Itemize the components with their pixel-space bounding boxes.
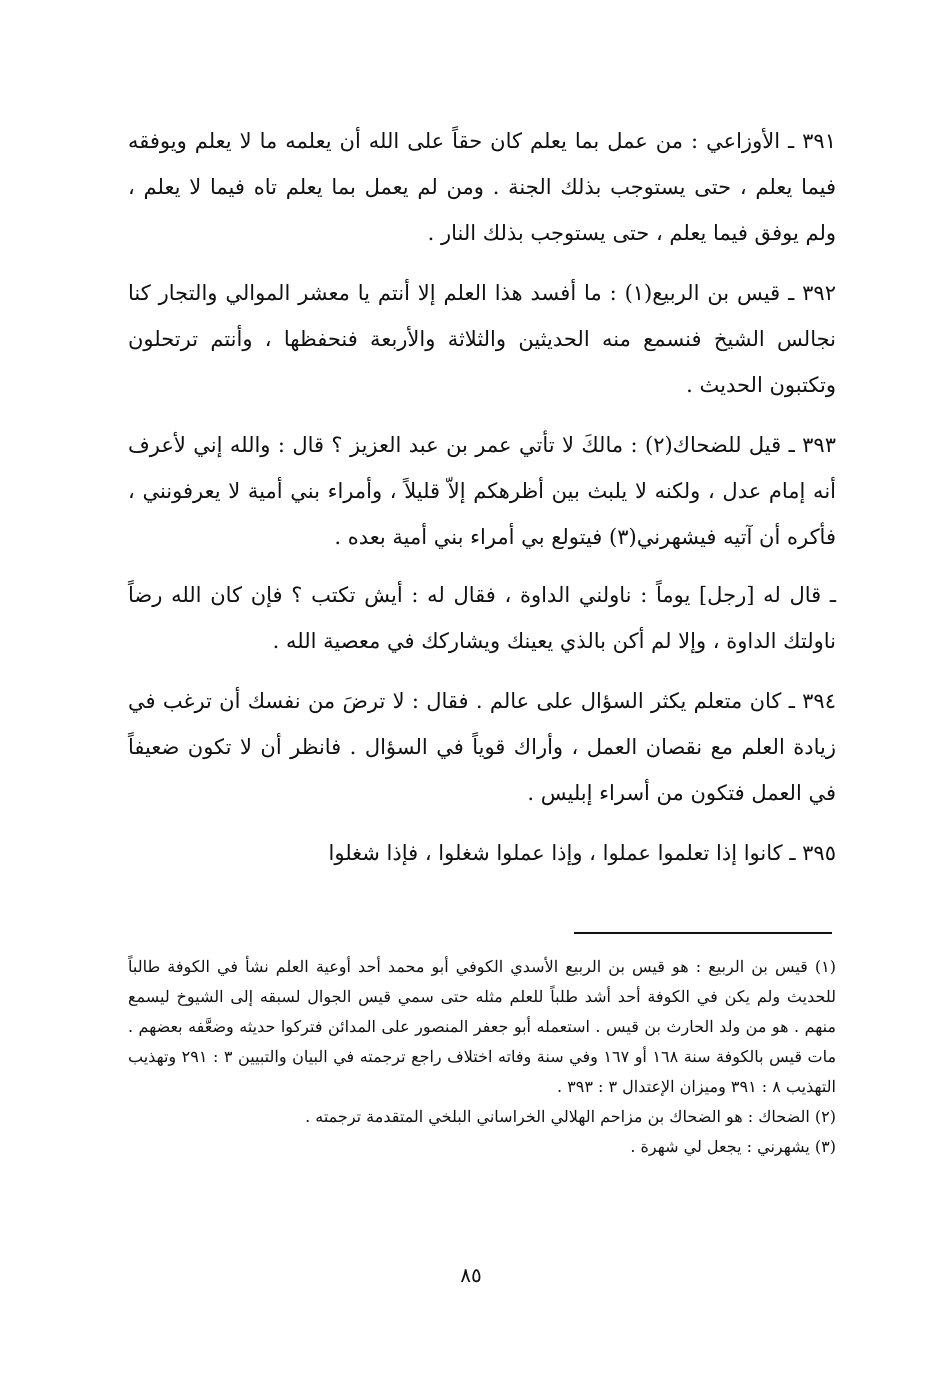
footnote-separator [574,932,832,934]
paragraph-391: ٣٩١ ـ الأوزاعي : من عمل بما يعلم كان حقاً على الله أن يعلمه ما لا يعلم ويوفقه فيما يعلم ، حتى يستوجب بذلك الجنة . ومن لم يعمل بما يعلم تاه فيما لا يعلم ، ولم يوفق فيما يعلم ، حتى يستوجب بذلك النار . [128,129,836,245]
footnote-3: (٣) يشهرني : يجعل لي شهرة . [630,1137,836,1156]
paragraph-393-continued: ـ قال له [رجل] يوماً : ناولني الداوة ، فقال له : أيش تكتب ؟ فإن كان الله رضاً ناولتك الداوة ، وإلا لم أكن بالذي يعينك ويشاركك في معصية الله . [128,583,836,653]
footnote-2: (٢) الضحاك : هو الضحاك بن مزاحم الهلالي الخراساني البلخي المتقدمة ترجمته . [305,1107,836,1126]
footnote-1: (١) قيس بن الربيع : هو قيس بن الربيع الأسدي الكوفي أبو محمد أحد أوعية العلم نشأ في الكوفة طالباً للحديث ولم يكن في الكوفة أحد أشد طلباً للعلم مثله حتى سمي قيس الجوال لسبقه إلى الشيوخ ليسمع منهم . هو من ولد الحارث بن قيس . استعمله أبو جعفر المنصور على المدائن فتركوا حديثه وضعَّفه بعضهم . مات قيس بالكوفة سنة ١٦٨ أو ١٦٧ وفي سنة وفاته اختلاف راجع ترجمته في البيان والتبيين ٣ : ٢٩١ وتهذيب التهذيب ٨ : ٣٩١ وميزان الإعتدال ٣ : ٣٩٣ . [128,957,837,1096]
footnotes [128,952,836,1162]
paragraph-392: ٣٩٢ ـ قيس بن الربيع(١) : ما أفسد هذا العلم إلا أنتم يا معشر الموالي والتجار كنا نجالس الشيخ فنسمع منه الحديثين والثلاثة والأربعة فنحفظها ، وأنتم ترتحلون وتكتبون الحديث . [128,281,836,397]
paragraph-395: ٣٩٥ ـ كانوا إذا تعلموا عملوا ، وإذا عملوا شغلوا ، فإذا شغلوا [328,841,836,865]
paragraph-393: ٣٩٣ ـ قيل للضحاك(٢) : مالكَ لا تأتي عمر بن عبد العزيز ؟ قال : والله إني لأعرف أنه إمام عدل ، ولكنه لا يلبث بين أظرهكم إلاّ قليلاً ، وأمراء بني أمية لا يعرفونني ، فأكره أن آتيه فيشهرني(٣) فيتولع بي أمراء بني أمية بعده . [128,433,836,549]
main-text-block [128,118,836,890]
paragraph-394: ٣٩٤ ـ كان متعلم يكثر السؤال على عالم . فقال : لا ترضَ من نفسك أن ترغب في زيادة العلم مع نقصان العمل ، وأراك قوياً في السؤال . فانظر أن لا تكون ضعيفاً في العمل فتكون من أسراء إبليس . [128,689,836,805]
page-number: ٨٥ [460,1263,482,1287]
